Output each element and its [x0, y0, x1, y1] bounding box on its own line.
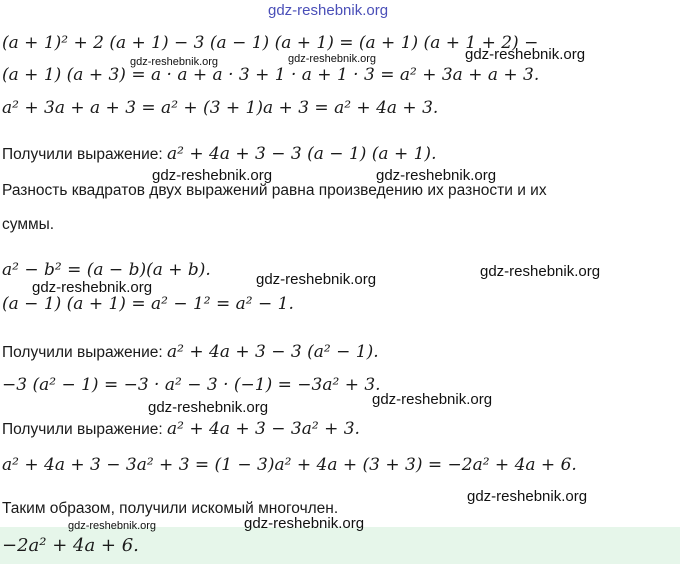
result-line-1 — [2, 143, 436, 166]
watermark: gdz-reshebnik.org — [376, 167, 497, 184]
watermark: gdz-reshebnik.org — [465, 46, 586, 63]
watermark: gdz-reshebnik.org — [480, 263, 601, 280]
result-label-1: Получили выражение: — [2, 146, 163, 163]
result-expression-3: a² + 4a + 3 − 3a² + 3. — [167, 419, 360, 439]
result-line-3 — [2, 418, 360, 441]
equation-line-1: (a + 1)² + 2 (a + 1) − 3 (a − 1) (a + 1) = (a + 1) (a + 1 + 2) − — [2, 33, 539, 53]
result-expression-1: a² + 4a + 3 − 3 (a − 1) (a + 1). — [167, 144, 437, 164]
equation-line-5: −3 (a² − 1) = −3 · a² − 3 · (−1) = −3a² + 3. — [2, 375, 381, 395]
result-label-2: Получили выражение: — [2, 344, 163, 361]
equation-line-4: (a − 1) (a + 1) = a² − 1² = a² − 1. — [2, 294, 294, 314]
rule-text-line-2: суммы. — [2, 216, 55, 233]
watermark: gdz-reshebnik.org — [372, 391, 493, 408]
equation-line-3: a² + 3a + a + 3 = a² + (3 + 1)a + 3 = a² + 4a + 3. — [2, 98, 439, 118]
watermark: gdz-reshebnik.org — [152, 167, 273, 184]
watermark: gdz-reshebnik.org — [130, 56, 219, 68]
watermark-top: gdz-reshebnik.org — [268, 2, 389, 19]
formula-line: a² − b² = (a − b)(a + b). — [2, 260, 211, 280]
equation-line-2: (a + 1) (a + 3) = a · a + a · 3 + 1 · a + 1 · 3 = a² + 3a + a + 3. — [2, 65, 540, 85]
watermark: gdz-reshebnik.org — [68, 520, 157, 532]
watermark: gdz-reshebnik.org — [256, 271, 377, 288]
watermark: gdz-reshebnik.org — [244, 515, 365, 532]
watermark: gdz-reshebnik.org — [32, 279, 153, 296]
final-answer: −2a² + 4a + 6. — [2, 535, 139, 556]
rule-text-line-1: Разность квадратов двух выражений равна произведению их разности и их — [2, 182, 547, 199]
result-label-3: Получили выражение: — [2, 421, 163, 438]
watermark: gdz-reshebnik.org — [288, 53, 377, 65]
equation-line-6: a² + 4a + 3 − 3a² + 3 = (1 − 3)a² + 4a + (3 + 3) = −2a² + 4a + 6. — [2, 455, 577, 475]
result-expression-2: a² + 4a + 3 − 3 (a² − 1). — [167, 342, 379, 362]
conclusion-text: Таким образом, получили искомый многочлен. — [2, 500, 339, 517]
result-line-2 — [2, 341, 379, 364]
watermark: gdz-reshebnik.org — [148, 399, 269, 416]
watermark: gdz-reshebnik.org — [467, 488, 588, 505]
